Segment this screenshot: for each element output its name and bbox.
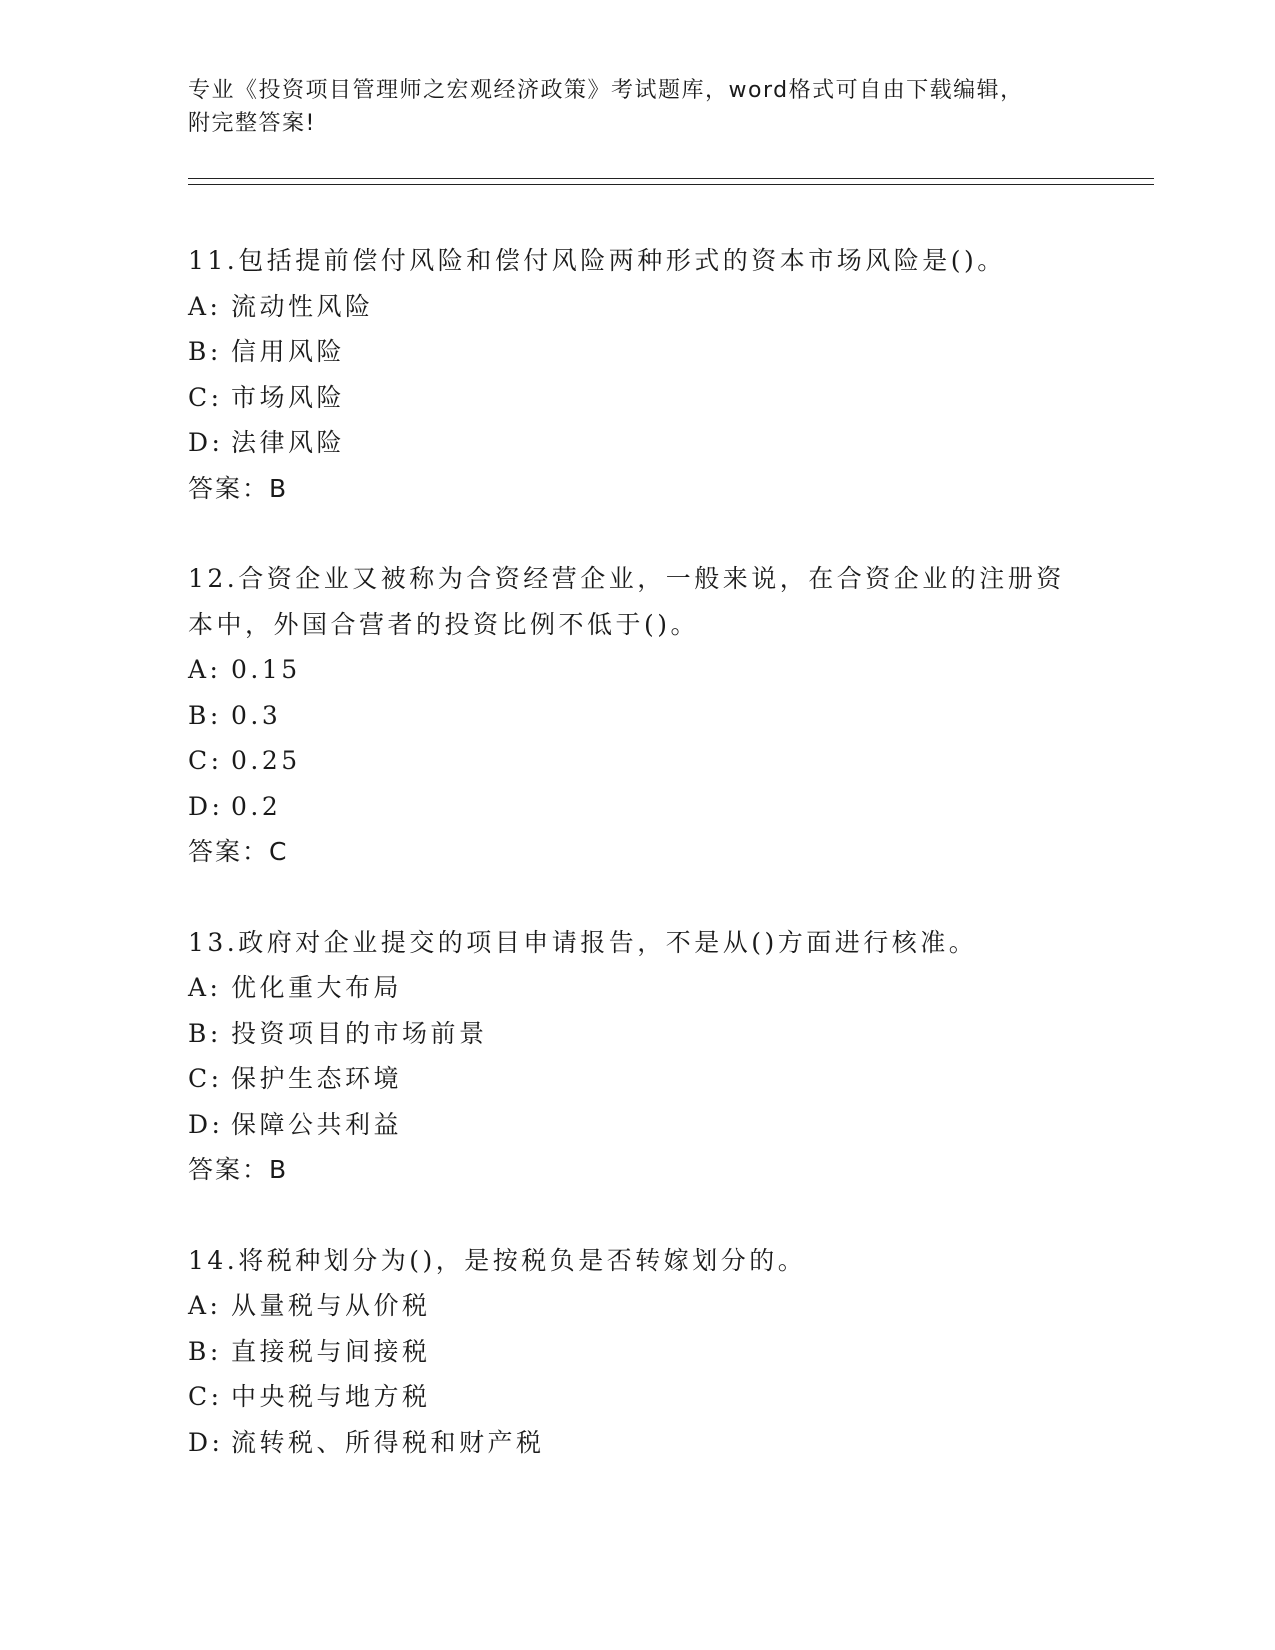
option-text: 0.25 — [231, 746, 301, 775]
option-letter: A: — [188, 655, 222, 684]
question-stem: 14.将税种划分为()，是按税负是否转嫁划分的。 — [188, 1245, 807, 1275]
option-letter: B: — [188, 700, 222, 730]
question-list — [188, 238, 1088, 1465]
spacer — [188, 875, 1088, 920]
spacer — [188, 1193, 1088, 1238]
option-b — [188, 1329, 1088, 1375]
answer-line: 答案：B — [188, 1155, 289, 1184]
option-text: 从量税与从价税 — [231, 1291, 431, 1320]
document-header — [188, 74, 1068, 140]
option-a — [188, 965, 1088, 1011]
answer-line: 答案：C — [188, 837, 289, 866]
option-text: 市场风险 — [231, 382, 346, 412]
header-line-2: 附完整答案! — [188, 111, 316, 136]
option-letter: B: — [188, 1336, 222, 1366]
option-text: 0.2 — [231, 791, 282, 821]
option-d — [188, 1102, 1088, 1148]
option-text: 0.3 — [231, 700, 282, 730]
option-letter: C: — [188, 1382, 223, 1411]
option-letter: D: — [188, 428, 224, 457]
option-text: 直接税与间接税 — [231, 1336, 431, 1366]
option-text: 流动性风险 — [231, 291, 374, 321]
option-letter: C: — [188, 1064, 223, 1093]
header-divider-bottom — [188, 184, 1154, 185]
option-text: 优化重大布局 — [231, 973, 403, 1002]
option-text: 流转税、所得税和财产税 — [231, 1427, 545, 1457]
option-text: 0.15 — [231, 655, 301, 684]
option-d — [188, 420, 1088, 466]
option-letter: C: — [188, 382, 223, 412]
option-c — [188, 1374, 1088, 1420]
question-14 — [188, 1238, 1088, 1466]
header-divider-top — [188, 178, 1154, 179]
option-text: 保障公共利益 — [231, 1109, 403, 1139]
header-line-1: 专业《投资项目管理师之宏观经济政策》考试题库，word格式可自由下载编辑， — [188, 78, 1024, 103]
option-text: 法律风险 — [231, 428, 346, 457]
option-c — [188, 738, 1088, 784]
option-text: 保护生态环境 — [231, 1064, 403, 1093]
option-a — [188, 647, 1088, 693]
option-a — [188, 1283, 1088, 1329]
option-text: 信用风险 — [231, 337, 346, 366]
option-letter: C: — [188, 746, 223, 775]
option-b — [188, 329, 1088, 375]
option-letter: B: — [188, 1018, 222, 1048]
option-letter: A: — [188, 1291, 222, 1320]
option-letter: A: — [188, 973, 222, 1002]
option-letter: D: — [188, 791, 224, 821]
option-c — [188, 1056, 1088, 1102]
option-letter: A: — [188, 291, 222, 321]
option-letter: B: — [188, 337, 222, 366]
question-13 — [188, 920, 1088, 1193]
option-d — [188, 1420, 1088, 1466]
option-d — [188, 784, 1088, 830]
option-b — [188, 693, 1088, 739]
question-12 — [188, 556, 1088, 875]
option-text: 中央税与地方税 — [231, 1382, 431, 1411]
question-stem: 12.合资企业又被称为合资经营企业，一般来说，在合资企业的注册资 — [188, 564, 1065, 593]
question-11 — [188, 238, 1088, 511]
question-stem-continued: 本中，外国合营者的投资比例不低于()。 — [188, 609, 700, 639]
option-letter: D: — [188, 1109, 224, 1139]
question-stem: 11.包括提前偿付风险和偿付风险两种形式的资本市场风险是()。 — [188, 246, 1006, 275]
option-letter: D: — [188, 1427, 224, 1457]
option-a — [188, 284, 1088, 330]
question-stem: 13.政府对企业提交的项目申请报告，不是从()方面进行核准。 — [188, 927, 978, 957]
answer-line: 答案：B — [188, 473, 289, 503]
spacer — [188, 511, 1088, 556]
option-b — [188, 1011, 1088, 1057]
option-text: 投资项目的市场前景 — [231, 1018, 488, 1048]
option-c — [188, 375, 1088, 421]
